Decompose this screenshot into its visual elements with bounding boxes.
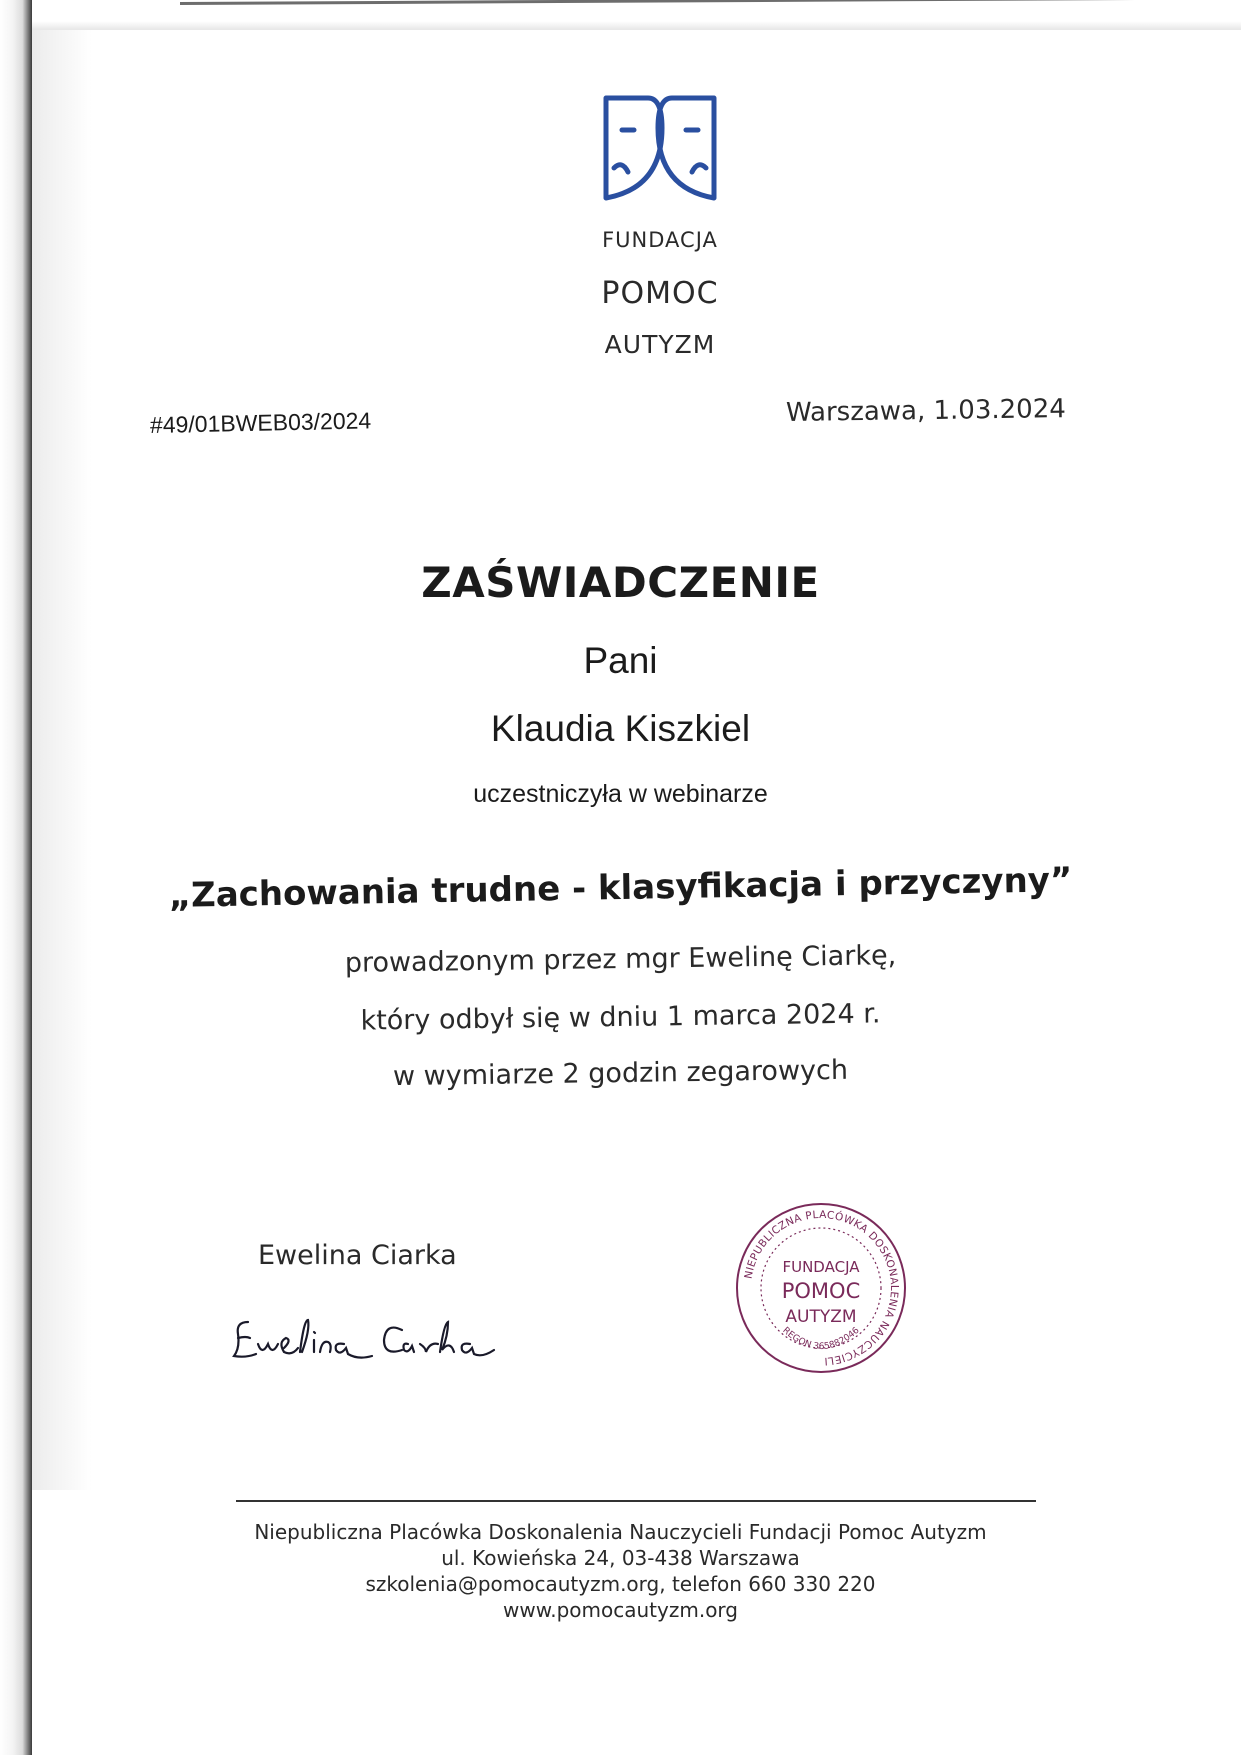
participation-text: uczestniczyła w webinarze	[473, 780, 768, 808]
scan-left-shadow	[32, 30, 92, 1490]
footer-institution: Niepubliczna Placówka Doskonalenia Nauczycieli Fundacji Pomoc Autyzm	[254, 1520, 987, 1544]
salutation: Pani	[583, 640, 658, 681]
signer-name: Ewelina Ciarka	[258, 1240, 457, 1271]
webinar-title: „Zachowania trudne - klasyfikacja i przyczyny”	[168, 860, 1073, 916]
stamp-line-fundacja: FUNDACJA	[782, 1258, 860, 1276]
stamp-line-autyzm: AUTYZM	[785, 1307, 857, 1327]
body-line-date: który odbył się w dniu 1 marca 2024 r.	[360, 998, 881, 1037]
stamp-ring-text: NIEPUBLICZNA PLACÓWKA DOSKONALENIA NAUCZYCIELI	[742, 1208, 901, 1367]
footer-divider	[236, 1500, 1036, 1502]
document-place-date: Warszawa, 1.03.2024	[785, 394, 1067, 428]
logo-line-autyzm: AUTYZM	[604, 330, 716, 359]
footer-contact: szkolenia@pomocautyzm.org, telefon 660 330 220	[365, 1572, 876, 1596]
stamp-line-pomoc: POMOC	[781, 1279, 861, 1303]
stamp-regon: REGON 365882046	[780, 1325, 862, 1353]
certificate-title: ZAŚWIADCZENIE	[421, 558, 820, 607]
footer-address: ul. Kowieńska 24, 03-438 Warszawa	[441, 1546, 800, 1570]
svg-text:REGON 365882046	[780, 1326, 861, 1353]
handwritten-signature	[226, 1300, 526, 1370]
theatre-masks-logo-icon	[600, 88, 720, 218]
institution-stamp	[733, 1200, 909, 1376]
logo-line-fundacja: FUNDACJA	[602, 228, 718, 252]
body-line-instructor: prowadzonym przez mgr Ewelinę Ciarkę,	[344, 940, 897, 979]
document-number: #49/01BWEB03/2024	[149, 407, 372, 438]
logo-line-pomoc: POMOC	[601, 276, 719, 311]
recipient-name: Klaudia Kiszkiel	[490, 708, 751, 749]
body-line-duration: w wymiarze 2 godzin zegarowych	[392, 1054, 849, 1093]
footer-website: www.pomocautyzm.org	[503, 1598, 738, 1622]
